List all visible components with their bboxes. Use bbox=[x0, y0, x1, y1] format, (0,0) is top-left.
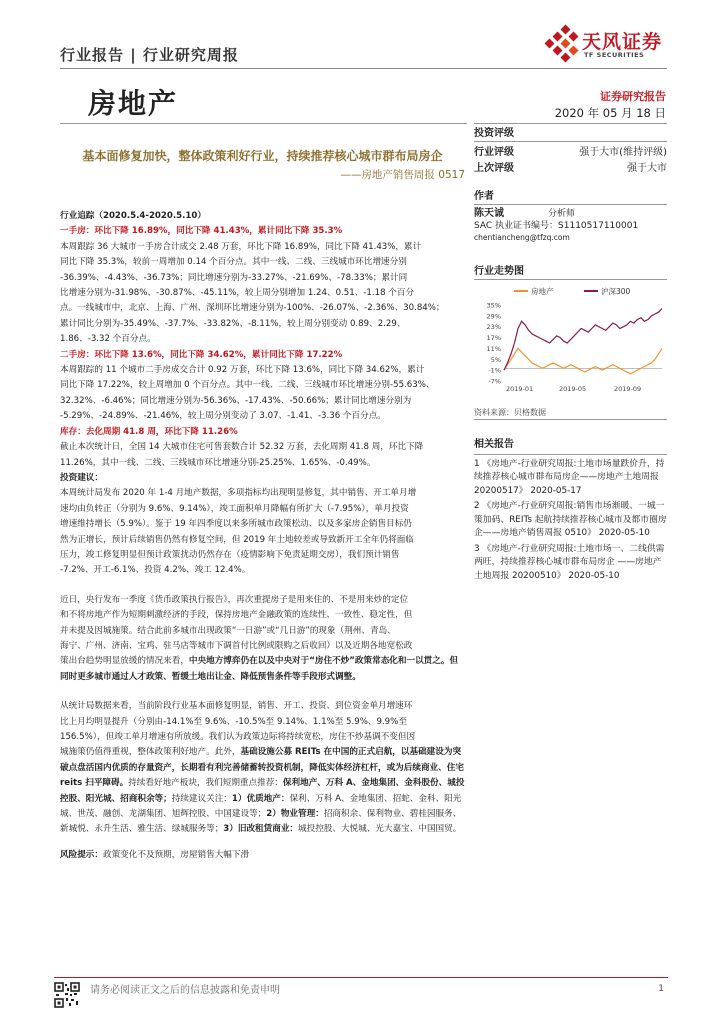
series-line-hs300 bbox=[504, 309, 662, 371]
trend-title: 行业走势图 bbox=[474, 262, 667, 280]
second-hand-title: 二手房：环比下降 13.6%，同比下降 34.62%，累计同比下降 17.22% bbox=[60, 349, 343, 360]
legend-label: 沪深300 bbox=[601, 287, 631, 296]
picks-2: 持续建议关注： bbox=[171, 793, 232, 804]
outlook-line: 比上月均明显提升（分别由-14.1%至 9.6%、-10.5%至 9.14%、1.1%至 5.9%、9.9%至 bbox=[60, 716, 407, 727]
second-hand-line: -5.29%、-24.89%、-21.46%，较上周分别变动了 3.07、-1.41、-3.36 个百分点。 bbox=[60, 411, 386, 422]
outlook-line: 从统计局数据来看，当前阶段行业基本面修复明显，销售、开工、投资、到位资金单月增速环 bbox=[60, 701, 413, 712]
outlook-paragraph bbox=[60, 745, 465, 837]
report-type: 证券研究报告 bbox=[600, 90, 666, 103]
advice-line: -7.2%、开工-6.1%、投资 4.2%、竣工 12.4%。 bbox=[60, 565, 251, 576]
risk-text: 政策变化不及预期，房屋销售大幅下滑 bbox=[102, 849, 250, 860]
y-tick-label: 35% bbox=[486, 301, 501, 310]
y-tick-label: 23% bbox=[486, 323, 501, 332]
advice-title: 投资建议： bbox=[60, 472, 103, 483]
inventory-line: 11.26%，其中一线、二线、三线城市环比增速分别-25.25%、1.65%、-0.49%。 bbox=[60, 457, 376, 468]
outlook-line: 城施策仍值得重视，整体政策利好地产。此外， bbox=[60, 747, 241, 758]
policy-line: 和不将房地产作为短期刺激经济的手段，保持房地产金融政策的连续性、一致性、稳定性，但 bbox=[60, 610, 413, 621]
new-house-line: 本周跟踪 36 大城市一手房合计成交 2.48 万套，环比下降 16.89%，同比下降 41.43%，累计 bbox=[60, 241, 422, 252]
x-tick-label: 2019-05 bbox=[559, 385, 587, 393]
policy-line: 近日，央行发布一季度《货币政策执行报告》，再次重提房子是用来住的、不是用来炒的定位 bbox=[60, 594, 409, 605]
picks-5: 3）旧改租赁商业： bbox=[223, 824, 299, 835]
prev-rating-value: 强于大市 bbox=[627, 163, 667, 174]
qr-code-icon bbox=[54, 982, 80, 1008]
advice-line: 本周统计局发布 2020 年 1-4 月地产数据，多项指标均出现明显修复，其中销售、开工单月增 bbox=[60, 488, 417, 499]
y-tick-label: -1% bbox=[488, 366, 501, 375]
series-line-real-estate bbox=[504, 348, 662, 373]
page-number: 1 bbox=[658, 984, 664, 994]
new-house-line: 1.86、-3.32 个百分点。 bbox=[60, 334, 156, 345]
author-role: 分析师 bbox=[548, 209, 576, 219]
second-hand-line: 本周跟踪的 11 个城市二手房成交合计 0.92 万套，环比下降 13.6%，同比下降 34.62%，累计 bbox=[60, 365, 425, 376]
report-subline: ——房地产销售周报 0517 bbox=[340, 169, 465, 181]
y-tick-label: 29% bbox=[486, 312, 501, 321]
source-divider bbox=[474, 419, 667, 420]
policy-paragraph-end bbox=[60, 654, 465, 685]
industry-rating-value: 强于大市(维持评级) bbox=[579, 147, 667, 158]
report-headline: 基本面修复加快，整体政策利好行业，持续推荐核心城市群布局房企 bbox=[82, 149, 443, 163]
advice-line: 速均由负转正（分别为 9.6%、9.14%），竣工面积单月降幅有所扩大（-7.95%），单月投资 bbox=[60, 503, 409, 514]
new-house-line: 累计同比分别为-35.49%、-37.7%、-33.82%、-8.11%，较上周分别变动 0.89、2.29、 bbox=[60, 318, 406, 329]
advice-line: 然为正增长，预计后续销售仍然有修复空间，但 2019 年土地较差或导致新开工全年仍将面临 bbox=[60, 534, 414, 545]
y-tick-label: 5% bbox=[490, 355, 501, 364]
second-hand-line: 同比下降 17.22%，较上周增加 0 个百分点。其中一线、二线、三线城市环比增速分别-55.63%、 bbox=[60, 380, 435, 391]
new-house-line: -36.39%、-4.43%、-36.73%；同比增速分别为-33.27%、-21.69%、-78.33%；累计同 bbox=[60, 272, 408, 283]
x-tick-label: 2019-09 bbox=[614, 385, 642, 393]
y-tick-label: 11% bbox=[486, 344, 501, 353]
author-cert: SAC 执业证书编号：S1110517110001 bbox=[474, 221, 639, 231]
industry-rating-row bbox=[474, 145, 667, 161]
report-body bbox=[60, 209, 465, 863]
risk-title: 风险提示： bbox=[60, 849, 103, 860]
y-tick-label: -7% bbox=[488, 377, 501, 386]
advice-line: 增速维持增长（5.9%）。鉴于 19 年四季度以来多所城市政策松动、以及多家房企销售目标仍 bbox=[60, 519, 412, 530]
picks-1: 保利地产、万科 A、金地集团、金科股份、城投控股、阳光城、招商积余等； bbox=[60, 778, 465, 804]
prev-rating-row bbox=[474, 161, 667, 177]
author-section bbox=[474, 187, 667, 244]
new-house-line: 点。一线城市中，北京、上海、广州、深圳环比增速分别为-100%、-26.07%、-2.36%、30.84%； bbox=[60, 303, 445, 314]
report-category: 行业报告 | 行业研究周报 bbox=[60, 46, 239, 64]
logo-text-cn: 天风证券 bbox=[582, 31, 663, 53]
footer-divider bbox=[54, 977, 668, 978]
spacer bbox=[60, 838, 465, 848]
policy-line: 并未提及因城施策。结合此前多城市出现政策“一日游”或“几日游”的现象（荆州、青岛、 bbox=[60, 625, 396, 636]
picks-4-list: 招商积余、保利物业、碧桂园服务、新城悦、永升生活、雅生活、绿城服务等； bbox=[60, 809, 462, 835]
y-tick-label: 17% bbox=[486, 334, 501, 343]
second-hand-line: 32.32%、-6.46%；同比增速分别为-56.36%、-17.43%、-50.66%；累计同比增速分别为 bbox=[60, 395, 412, 406]
author-name: 陈天诚 bbox=[474, 208, 504, 219]
industry-title: 房地产 bbox=[88, 87, 179, 120]
title-divider bbox=[60, 123, 467, 124]
related-report-item[interactable]: 1 《房地产-行业研究周报:土地市场量跌价升，持续推荐核心城市群布局房企——房地产土地周报 20200517》 2020-05-17 bbox=[474, 458, 665, 496]
policy-bold: 中央地方博弈仍在以及中央对于“房住不炒”政策常态化和一以贯之。但同时更多城市通过人才政策、暂缓土地出让金、降低预售条件等手段形式调整。 bbox=[60, 656, 459, 682]
picks-4: 2）物业管理： bbox=[266, 809, 324, 820]
related-report-item[interactable]: 2 《房地产-行业研究周报:销售市场渐暖、一城一策加码、REITs 起航持续推荐核心城市及都市圈房企——房地产销售周报 0510》 2020-05-10 bbox=[474, 501, 667, 538]
tracking-title: 行业追踪（2020.5.4-2020.5.10） bbox=[60, 211, 206, 221]
logo-text-en: TF SECURITIES bbox=[584, 51, 645, 59]
author-email[interactable]: chentiancheng@tfzq.com bbox=[474, 233, 570, 242]
trend-chart bbox=[474, 283, 667, 396]
related-title: 相关报告 bbox=[474, 438, 667, 455]
legend-label: 房地产 bbox=[531, 287, 554, 296]
outlook-tail: 持续看好地产板块，我们短期重点推荐： bbox=[128, 778, 283, 789]
rating-section bbox=[474, 124, 667, 177]
policy-line: 海宁、广州、济南、宝鸡、驻马店等城市下调首付比例或限购之后收回）以及近期各地宽松政 bbox=[60, 640, 413, 651]
new-house-title: 一手房：环比下降 16.89%，同比下降 41.43%，累计同比下降 35.3% bbox=[60, 226, 343, 237]
new-house-line: 比增速分别为-31.98%、-30.87%、-45.11%，较上周分别增加 1.24、0.51、-1.18 个百分 bbox=[60, 288, 415, 299]
industry-rating-label: 行业评级 bbox=[474, 147, 514, 158]
policy-line: 策出台趋势明显放缓的情况来看， bbox=[60, 656, 189, 667]
chart-source: 资料来源：贝格数据 bbox=[474, 408, 546, 417]
outlook-bold: 基础设施公募 REITs 在中国的正式启航，以基础建设为突破点盘活国内优质的存量资产，长期看有利完善储蓄转投资机制，降低实体经济杠杆，或为后续商业、住宅 reits 扫平障碍。 bbox=[60, 747, 464, 789]
related-report-item[interactable]: 3 《房地产-行业研究周报:土地市场一、二线供需两旺，持续推荐核心城市群布局房企 ——房地产土地周报 20200510》 2020-05-10 bbox=[474, 543, 665, 581]
picks-3: 1）优质地产： bbox=[231, 793, 290, 804]
outlook-line: 156.5%），但竣工单月增速有所放缓。我们认为政策边际将持续宽松，房住不炒基调不变但因 bbox=[60, 732, 416, 742]
picks-5-list: 城投控股、大悦城、光大嘉宝、中国国贸。 bbox=[298, 824, 462, 835]
related-reports bbox=[474, 438, 667, 585]
logo-mark-icon bbox=[545, 25, 579, 63]
footer-disclaimer: 请务必阅读正文之后的信息披露和免责申明 bbox=[90, 985, 280, 996]
picks-3-list: 保利、万科 A、金地集团、招蛇、金科、阳光城、世茂、融创、龙湖集团、旭辉控股、中国建设等； bbox=[60, 793, 462, 820]
prev-rating-label: 上次评级 bbox=[474, 163, 514, 174]
author-title: 作者 bbox=[474, 187, 667, 205]
author-row bbox=[474, 208, 667, 220]
new-house-line: 同比下降 35.3%，较前一周增加 0.14 个百分点。其中一线、二线、三线城市环比增速分别 bbox=[60, 257, 407, 268]
risk-paragraph bbox=[60, 848, 465, 863]
report-date: 2020 年 05 月 18 日 bbox=[554, 106, 666, 120]
advice-line: 压力，竣工修复明显但预计政策扰动仍然存在（疫情影响下免责延期交房），我们预计销售 bbox=[60, 549, 400, 560]
x-tick-label: 2019-01 bbox=[506, 385, 534, 393]
spacer bbox=[60, 685, 465, 699]
inventory-title: 库存：去化周期 41.8 周，环比下降 11.26% bbox=[60, 426, 238, 437]
inventory-line: 截止本次统计日，全国 14 大城市住宅可售套数合计 52.32 万套，去化周期 41.8 周，环比下降 bbox=[60, 442, 424, 453]
trend-section bbox=[474, 262, 667, 280]
spacer bbox=[60, 579, 465, 593]
rating-title: 投资评级 bbox=[474, 124, 667, 142]
